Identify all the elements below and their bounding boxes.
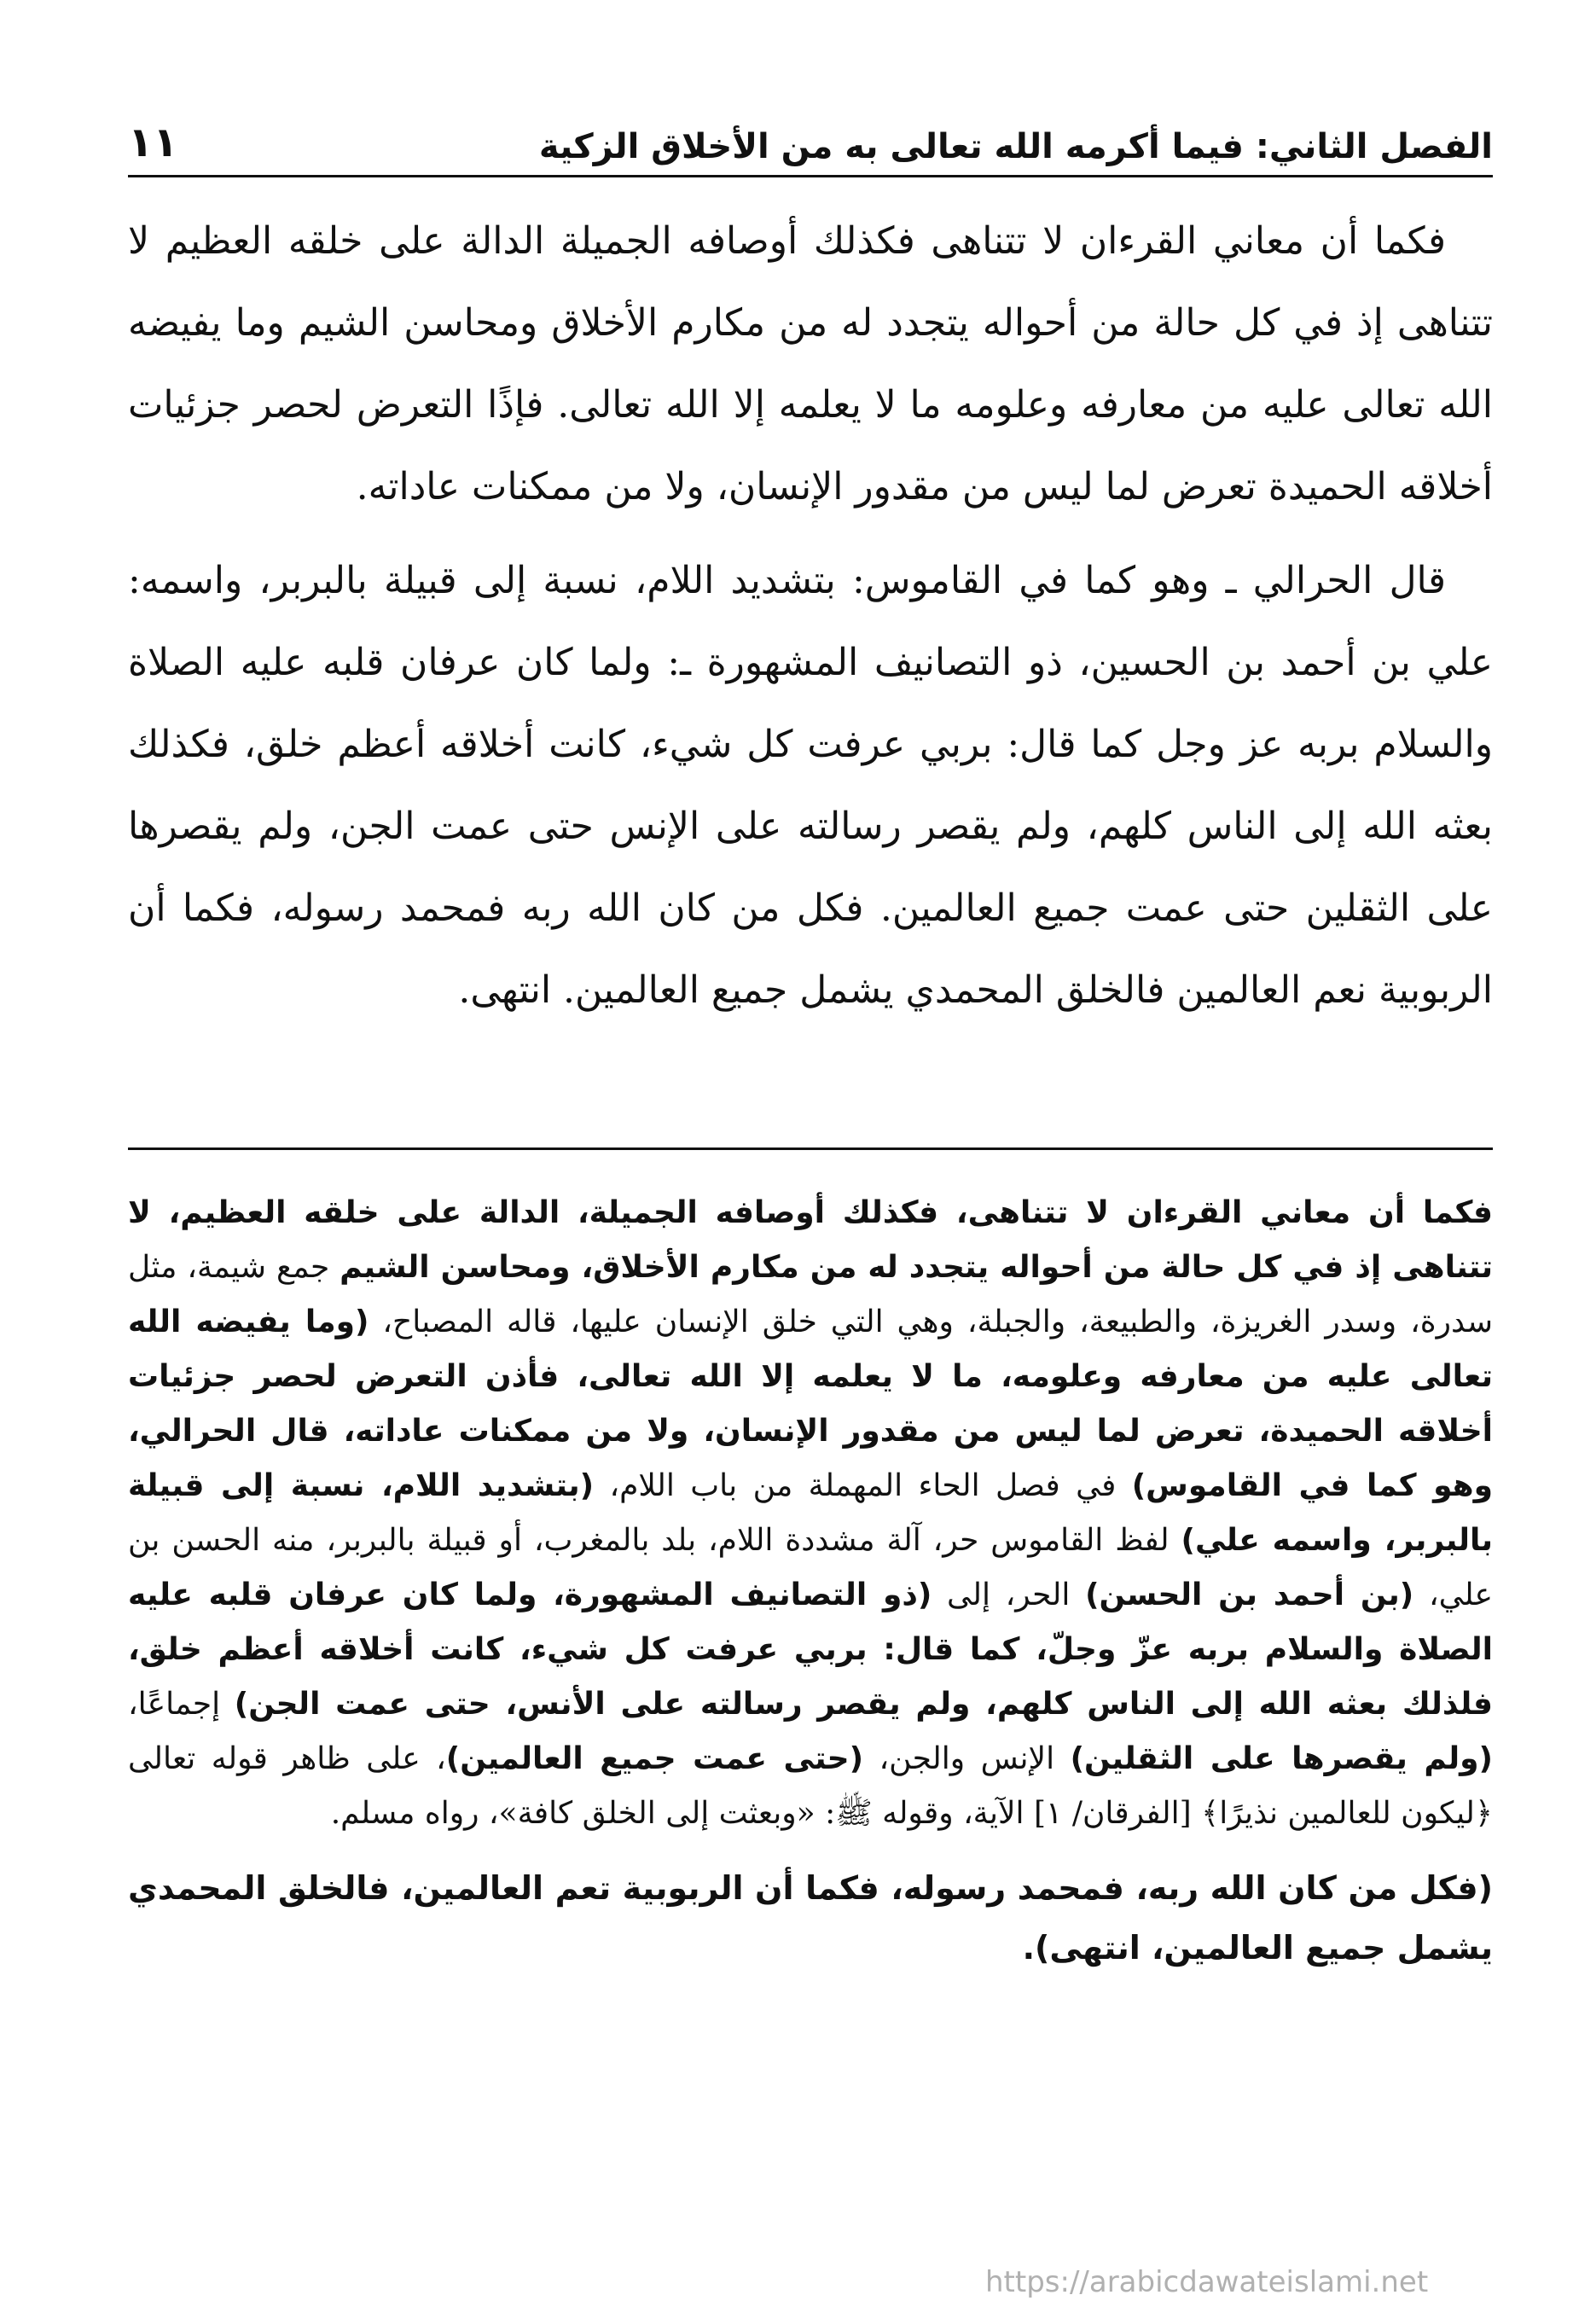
commentary-quote: فكما أن معاني القرءان لا تتناهى، فكذلك أوصافه الجميلة، الدالة على خلقه العظيم، لا تتناهى إذ في كل حالة من أحواله يتجدد له من مكارم الأخلاق، ومحاسن الشيم (128, 1195, 1493, 1285)
main-text (128, 200, 1493, 1043)
commentary-quote: (بتشديد اللام، نسبة إلى قبيلة بالبربر، واسمه علي) (128, 1468, 1494, 1558)
commentary-quote: (بن أحمد بن الحسن) (1085, 1577, 1414, 1612)
commentary (128, 1186, 1493, 1986)
section-divider (128, 1147, 1493, 1150)
commentary-note: في فصل الحاء المهملة من باب اللام، (594, 1468, 1132, 1503)
commentary-note: الإنس والجن، (863, 1741, 1071, 1776)
commentary-note: ، على ظاهر قوله تعالى ﴿ليكون للعالمين نذيرًا﴾ [الفرقان/ ١] الآية، وقوله ﷺ: «وبعثت إلى الخلق كافة»، رواه مسلم. (128, 1741, 1493, 1831)
header-rule (128, 175, 1493, 177)
commentary-note: جمع شيمة، مثل سدرة، وسدر الغريزة، والطبيعة، والجبلة، وهي التي خلق الإنسان عليها، قاله المصباح، (128, 1250, 1494, 1339)
commentary-note: الحر، إلى (932, 1577, 1086, 1612)
commentary-note: إجماعًا، (128, 1687, 235, 1722)
commentary-quote: (ذو التصانيف المشهورة، ولما كان عرفان قلبه عليه الصلاة والسلام بربه عزّ وجلّ، كما قال: بربي عرفت كل شيء، كانت أخلاقه أعظم خلق، فلذلك بعثه الله إلى الناس كلهم، ولم يقصر رسالته على الأنس، حتى عمت الجن) (128, 1577, 1493, 1722)
commentary-note: لفظ القاموس حر، آلة مشددة اللام، بلد بالمغرب، أو قبيلة بالبربر، منه الحسن بن علي، (128, 1523, 1493, 1612)
commentary-quote: (وما يفيضه الله تعالى عليه من معارفه وعلومه، ما لا يعلمه إلا الله تعالى، فأذن التعرض لحصر جزئيات أخلاقه الحميدة، تعرض لما ليس من مقدور الإنسان، ولا من ممكنات عاداته، قال الحرالي، وهو كما في القاموس) (128, 1304, 1493, 1503)
running-header (128, 98, 1493, 166)
chapter-title: الفصل الثاني: فيما أكرمه الله تعالى به من الأخلاق الزكية (538, 127, 1493, 166)
watermark: https://arabicdawateislami.net (985, 2265, 1429, 2299)
page-number: ١١ (128, 119, 178, 166)
main-paragraph-1: فكما أن معاني القرءان لا تتناهى فكذلك أوصافه الجميلة الدالة على خلقه العظيم لا تتناهى إذ في كل حالة من أحواله يتجدد له من مكارم الأخلاق ومحاسن الشيم وما يفيضه الله تعالى عليه من معارفه وعلومه ما لا يعلمه إلا الله تعالى. فإذًا التعرض لحصر جزئيات أخلاقه الحميدة تعرض لما ليس من مقدور الإنسان، ولا من ممكنات عاداته. (128, 219, 1493, 508)
commentary-quote: (ولم يقصرها على الثقلين) (1070, 1741, 1494, 1776)
commentary-closing: (فكل من كان الله ربه، فمحمد رسوله، فكما أن الربوبية تعم العالمين، فالخلق المحمدي يشمل جميع العالمين، انتهى). (128, 1869, 1493, 1967)
book-page (128, 81, 1493, 2299)
main-paragraph-2: قال الحرالي ـ وهو كما في القاموس: بتشديد اللام، نسبة إلى قبيلة بالبربر، واسمه: علي بن أحمد بن الحسين، ذو التصانيف المشهورة ـ: ولما كان عرفان قلبه عليه الصلاة والسلام بربه عز وجل كما قال: بربي عرفت كل شيء، كانت أخلاقه أعظم خلق، فكذلك بعثه الله إلى الناس كلهم، ولم يقصر رسالته على الإنس حتى عمت الجن، ولم يقصرها على الثقلين حتى عمت جميع العالمين. فكل من كان الله ربه فمحمد رسوله، فكما أن الربوبية نعم العالمين فالخلق المحمدي يشمل جميع العالمين. انتهى. (128, 559, 1493, 1012)
commentary-quote: (حتى عمت جميع العالمين) (445, 1741, 864, 1776)
commentary-paragraph-1 (128, 1186, 1493, 1841)
